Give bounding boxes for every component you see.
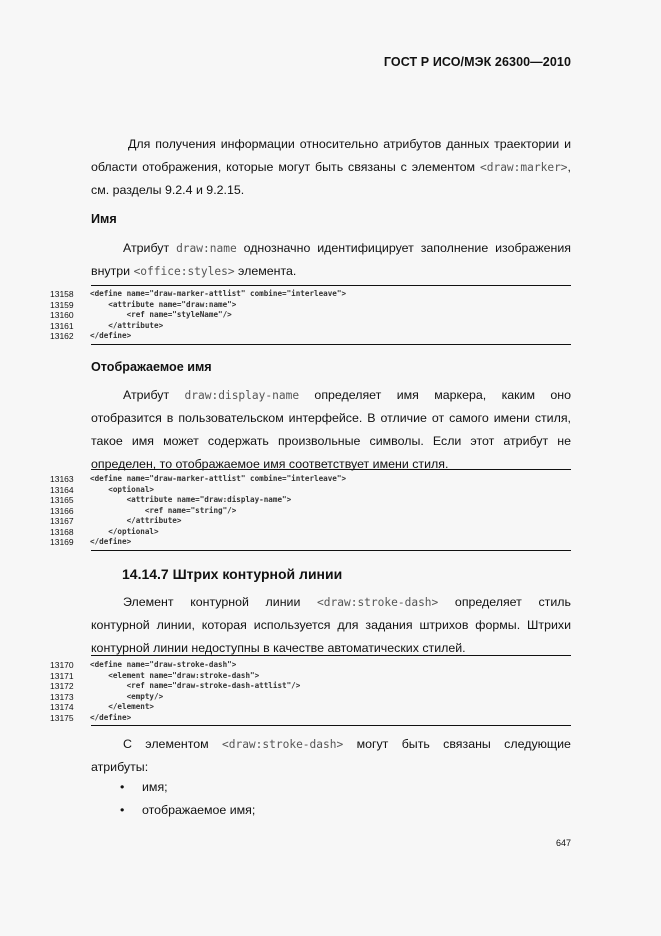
- line-number: 13173: [50, 691, 74, 702]
- code-text: </attribute>: [90, 320, 164, 330]
- code-line: [50, 485, 571, 496]
- code-text: </attribute>: [90, 516, 182, 525]
- list-item-text: отображаемое имя;: [142, 803, 256, 817]
- line-number: 13171: [50, 670, 74, 681]
- name-line-1: [91, 237, 571, 260]
- code-text: <ref name="styleName"/>: [90, 310, 232, 319]
- code-line: [50, 331, 571, 342]
- code-top-rule: [91, 469, 571, 470]
- code-block-3: [50, 660, 571, 723]
- inline-code: <draw:stroke-dash>: [221, 738, 344, 751]
- intro-paragraph: [91, 133, 571, 202]
- name-line-2: [91, 260, 571, 283]
- line-number: 13164: [50, 484, 74, 495]
- stroke-line-2: контурной линии, которая используется для задания штрихов формы. Штрихи: [91, 618, 571, 632]
- para-text: элемента.: [234, 264, 297, 278]
- name-paragraph: [91, 237, 571, 283]
- line-number: 13174: [50, 702, 74, 712]
- code-text: </define>: [90, 712, 132, 722]
- code-block-1: [50, 289, 571, 342]
- inline-code: draw:name: [176, 242, 237, 255]
- para-text: Атрибут: [123, 241, 177, 255]
- list-item-text: имя;: [142, 780, 168, 794]
- code-bottom-rule: [91, 550, 571, 551]
- line-number: 13169: [50, 537, 74, 547]
- code-top-rule: [91, 285, 571, 286]
- code-text: <define name="draw-marker-attlist" combine="interleave">: [90, 474, 347, 483]
- list-item: [91, 776, 571, 799]
- para-text: связаны: [443, 737, 491, 751]
- list-item: [91, 799, 571, 822]
- para-text: С: [123, 737, 132, 751]
- line-number: 13158: [50, 289, 74, 299]
- code-line: [50, 527, 571, 538]
- code-line: [50, 474, 571, 485]
- code-text: </define>: [90, 537, 132, 546]
- display-name-paragraph: [91, 384, 571, 476]
- line-number: 13163: [50, 474, 74, 484]
- section-heading-display-name: Отображаемое имя: [91, 360, 212, 374]
- code-line: [50, 660, 571, 671]
- code-bottom-rule: [91, 725, 571, 726]
- display-line-1: [91, 384, 571, 407]
- code-line: [50, 516, 571, 527]
- bullet-list: [91, 776, 571, 822]
- code-text: <optional>: [90, 484, 155, 494]
- bullet-icon: •: [120, 780, 125, 794]
- line-number: 13172: [50, 681, 74, 691]
- line-number: 13160: [50, 310, 74, 320]
- code-line: [50, 321, 571, 332]
- code-block-2: [50, 474, 571, 548]
- para-text: оно: [550, 388, 571, 402]
- intro-line-2: [91, 156, 571, 179]
- section-heading-stroke-dash: 14.14.7 Штрих контурной линии: [122, 566, 343, 582]
- code-text: <define name="draw-marker-attlist" combine="interleave">: [90, 289, 347, 298]
- code-line: [50, 692, 571, 703]
- inline-code: <draw:stroke-dash>: [317, 596, 439, 609]
- code-line: [50, 681, 571, 692]
- code-line: [50, 702, 571, 713]
- para-text: линии: [265, 595, 301, 609]
- code-text: </define>: [90, 331, 132, 340]
- code-text: <ref name="string"/>: [90, 505, 237, 515]
- stroke-line-1: [91, 591, 571, 614]
- code-line: [50, 310, 571, 321]
- line-number: 13159: [50, 299, 74, 310]
- code-text: <attribute name="draw:display-name">: [90, 495, 292, 504]
- para-text: каким: [501, 388, 536, 402]
- inline-code: draw:display-name: [184, 389, 300, 402]
- line-number: 13162: [50, 331, 74, 341]
- para-text: элементом: [145, 737, 209, 751]
- display-line-2: отобразится в пользовательском интерфейсе. В отличие от самого имени стиля,: [91, 411, 571, 425]
- code-text: <define name="draw-stroke-dash">: [90, 660, 237, 669]
- para-text: могут: [356, 737, 389, 751]
- page-number: 647: [555, 838, 571, 848]
- code-text: <attribute name="draw:name">: [90, 299, 237, 309]
- code-line: [50, 495, 571, 506]
- section-heading-name: Имя: [91, 212, 117, 226]
- line-number: 13166: [50, 505, 74, 516]
- para-text: внутри: [91, 264, 134, 278]
- stroke-dash-paragraph: [91, 591, 571, 660]
- intro-line-3: см. разделы 9.2.4 и 9.2.15.: [91, 183, 245, 197]
- para-text: маркера,: [434, 388, 487, 402]
- code-text: <element name="draw:stroke-dash">: [90, 670, 260, 680]
- code-line: [50, 300, 571, 311]
- stroke-line-3: контурной линии недоступны в качестве автоматических стилей.: [91, 641, 466, 655]
- code-text: </element>: [90, 702, 155, 711]
- code-line: [50, 537, 571, 548]
- para-text: следующие: [504, 737, 571, 751]
- bullet-icon: •: [120, 803, 125, 817]
- code-line: [50, 289, 571, 300]
- intro-text: ,: [567, 160, 571, 174]
- para-text: определяет: [454, 595, 522, 609]
- closing-line-1: [91, 733, 571, 756]
- code-line: [50, 713, 571, 724]
- para-text: Элемент: [123, 595, 174, 609]
- closing-paragraph: [91, 733, 571, 779]
- display-line-3: такое имя может содержать произвольные символы. Если этот атрибут не: [91, 434, 571, 448]
- line-number: 13168: [50, 526, 74, 537]
- code-text: <empty/>: [90, 691, 164, 701]
- line-number: 13165: [50, 495, 74, 505]
- para-text: Атрибут: [123, 388, 170, 402]
- para-text: определяет: [314, 388, 382, 402]
- display-line-4: определен, то отображаемое имя соответствует имени стиля.: [91, 457, 449, 471]
- para-text: однозначно идентифицирует заполнение изображения: [236, 241, 571, 255]
- line-number: 13170: [50, 660, 74, 670]
- code-text: <ref name="draw-stroke-dash-attlist"/>: [90, 681, 301, 690]
- closing-line-2: атрибуты:: [91, 760, 149, 774]
- code-line: [50, 671, 571, 682]
- inline-code: <draw:marker>: [479, 161, 568, 174]
- code-line: [50, 506, 571, 517]
- line-number: 13175: [50, 712, 74, 723]
- intro-text: области отображения, которые могут быть связаны с элементом: [91, 160, 480, 174]
- para-text: имя: [396, 388, 419, 402]
- inline-code: <office:styles>: [133, 265, 235, 278]
- intro-line-1: Для получения информации относительно атрибутов данных траектории и: [128, 137, 571, 151]
- document-header: ГОСТ Р ИСО/МЭК 26300—2010: [383, 55, 571, 69]
- code-top-rule: [91, 655, 571, 656]
- code-bottom-rule: [91, 344, 571, 345]
- code-text: </optional>: [90, 526, 159, 536]
- line-number: 13167: [50, 516, 74, 526]
- line-number: 13161: [50, 320, 74, 331]
- para-text: контурной: [190, 595, 249, 609]
- para-text: стиль: [538, 595, 571, 609]
- para-text: быть: [401, 737, 430, 751]
